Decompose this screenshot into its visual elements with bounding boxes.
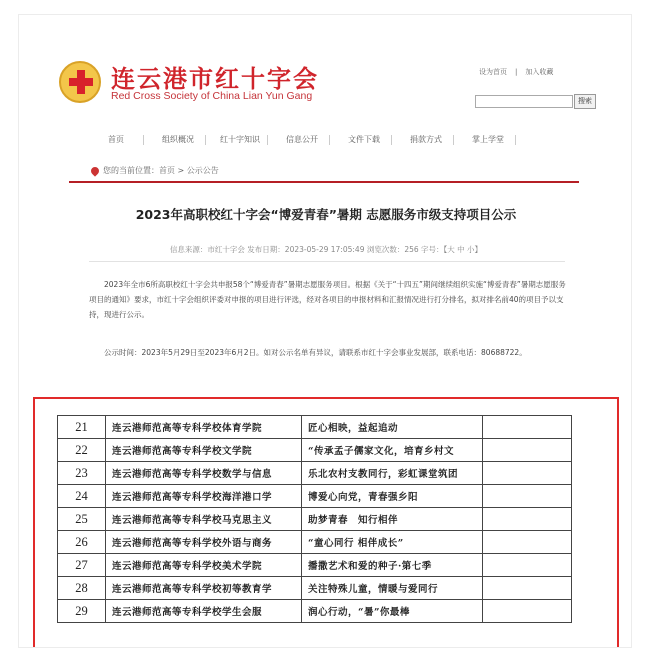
table-row: [58, 439, 572, 462]
site-title: 连云港市红十字会: [111, 64, 319, 93]
meta-divider: [89, 261, 565, 262]
row-number: 22: [58, 439, 106, 462]
project-name: “童心同行 相伴成长”: [302, 531, 483, 554]
top-links: [475, 67, 557, 77]
row-number: 21: [58, 416, 106, 439]
article-title: 2023年高职校红十字会“博爱青春”暑期 志愿服务市级支持项目公示: [135, 207, 517, 222]
row-number: 27: [58, 554, 106, 577]
nav-item-donation[interactable]: 捐款方式: [399, 131, 453, 149]
table-row: [58, 577, 572, 600]
empty-cell: [483, 554, 572, 577]
red-cross-logo: [59, 61, 101, 103]
project-name: 润心行动，“暑”你最棒: [302, 600, 483, 623]
table-row: [58, 600, 572, 623]
project-name: 关注特殊儿童，情暖与爱同行: [302, 577, 483, 600]
school-name: 连云港师范高等专科学校海洋港口学: [106, 485, 302, 508]
article-paragraph-1: 2023年全市6所高职校红十字会共申报58个“博爱青春”暑期志愿服务项目。根据《关于“十四五”期间继续组织实施“博爱青春”暑期志愿服务项目的通知》要求，市红十字会组织评委对申报的项目进行评选，经对各项目的申报材料和汇报情况进行打分排名，拟对排名前40的项目予以支持，现进行公示。: [89, 280, 566, 319]
search-input[interactable]: [475, 95, 573, 108]
article-paragraph-2: 公示时间：2023年5月29日至2023年6月2日。如对公示名单有异议，请联系市红十字会事业发展部，联系电话：80688722。: [104, 348, 527, 357]
site-subtitle: Red Cross Society of China Lian Yun Gang: [111, 90, 313, 102]
project-name: 助梦青春 知行相伴: [302, 508, 483, 531]
row-number: 26: [58, 531, 106, 554]
empty-cell: [483, 439, 572, 462]
nav-item-classroom[interactable]: 掌上学堂: [461, 131, 515, 149]
table-row: [58, 416, 572, 439]
empty-cell: [483, 531, 572, 554]
search-button[interactable]: 搜索: [574, 94, 596, 109]
school-name: 连云港师范高等专科学校外语与商务: [106, 531, 302, 554]
project-name: “传承孟子儒家文化，培育乡村文: [302, 439, 483, 462]
row-number: 24: [58, 485, 106, 508]
project-name: 播撒艺术和爱的种子·第七季: [302, 554, 483, 577]
school-name: 连云港师范高等专科学校美术学院: [106, 554, 302, 577]
nav-item-organization[interactable]: 组织概况: [151, 131, 205, 149]
table-row: [58, 531, 572, 554]
table-row: [58, 508, 572, 531]
school-name: 连云港师范高等专科学校文学院: [106, 439, 302, 462]
nav-item-downloads[interactable]: 文件下载: [337, 131, 391, 149]
table-row: [58, 485, 572, 508]
row-number: 28: [58, 577, 106, 600]
empty-cell: [483, 508, 572, 531]
empty-cell: [483, 600, 572, 623]
school-name: 连云港师范高等专科学校数学与信息: [106, 462, 302, 485]
top-link-separator: |: [515, 68, 518, 76]
school-name: 连云港师范高等专科学校学生会服: [106, 600, 302, 623]
breadcrumb-text[interactable]: 您的当前位置：首页 > 公示公告: [103, 166, 219, 175]
breadcrumb: [91, 165, 219, 176]
main-nav: [89, 131, 521, 149]
row-number: 29: [58, 600, 106, 623]
add-favorite-link[interactable]: 加入收藏: [525, 68, 554, 76]
school-name: 连云港师范高等专科学校初等教育学: [106, 577, 302, 600]
school-name: 连云港师范高等专科学校体育学院: [106, 416, 302, 439]
nav-item-knowledge[interactable]: 红十字知识: [213, 131, 267, 149]
nav-item-info-disclosure[interactable]: 信息公开: [275, 131, 329, 149]
empty-cell: [483, 462, 572, 485]
header-divider: [69, 181, 579, 183]
location-pin-icon: [89, 165, 100, 176]
empty-cell: [483, 577, 572, 600]
empty-cell: [483, 416, 572, 439]
nav-item-home[interactable]: 首页: [89, 131, 143, 149]
project-name: 匠心相映，益起追动: [302, 416, 483, 439]
project-name: 乐北农村支教同行，彩虹课堂筑团: [302, 462, 483, 485]
table-row: [58, 462, 572, 485]
row-number: 25: [58, 508, 106, 531]
webpage-screenshot: [18, 14, 632, 648]
project-name: 博爱心向党，青春强乡阳: [302, 485, 483, 508]
project-table: [57, 415, 572, 623]
set-homepage-link[interactable]: 设为首页: [479, 68, 507, 76]
school-name: 连云港师范高等专科学校马克思主义: [106, 508, 302, 531]
row-number: 23: [58, 462, 106, 485]
empty-cell: [483, 485, 572, 508]
table-row: [58, 554, 572, 577]
article-meta: 信息来源：市红十字会 发布日期：2023-05-29 17:05:49 浏览次数：256 字号：【大 中 小】: [169, 245, 483, 254]
